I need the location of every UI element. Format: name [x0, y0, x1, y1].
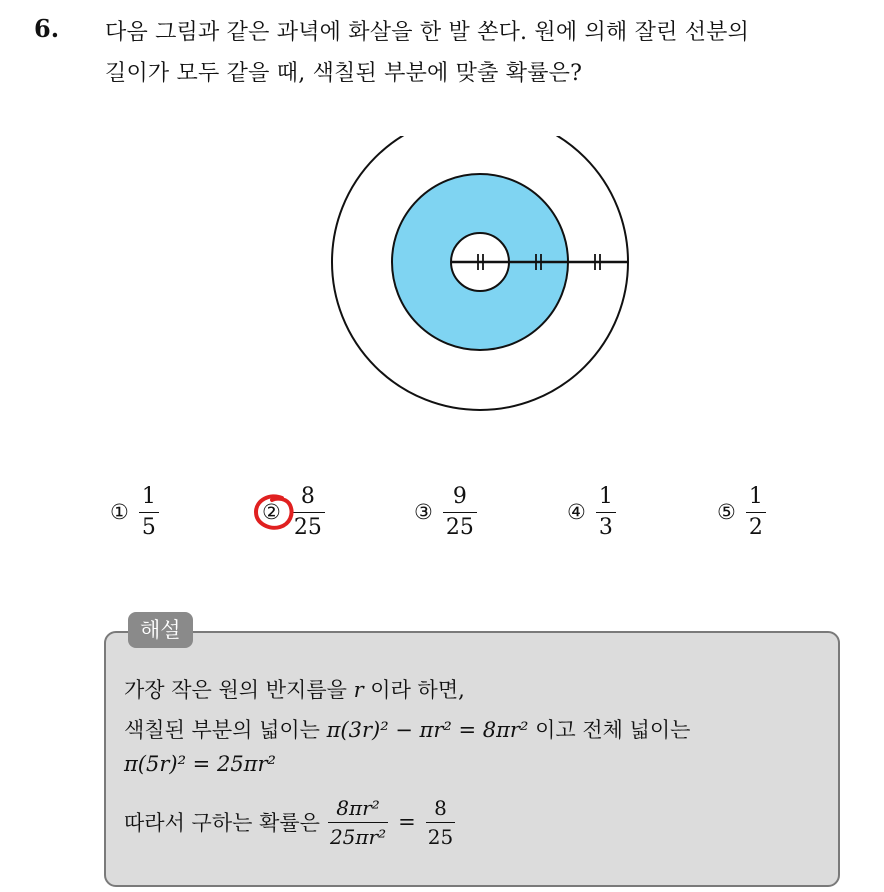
solution-line-4	[124, 790, 455, 854]
numerator: 8πr²	[336, 795, 380, 820]
choice-fraction	[746, 483, 766, 540]
solution-line-3	[124, 752, 276, 776]
denominator: 25πr²	[328, 822, 388, 847]
solution-text: 이라 하면,	[363, 678, 465, 702]
numerator: 1	[598, 483, 613, 509]
choice-marker: ③	[414, 500, 433, 524]
question-text-line-2: 길이가 모두 같을 때, 색칠된 부분에 맞출 확률은?	[105, 61, 583, 86]
solution-text: 따라서 구하는 확률은	[124, 811, 320, 835]
solution-label: 해설	[128, 612, 193, 648]
numerator: 8	[434, 795, 447, 820]
solution-text: 이고 전체 넓이는	[528, 718, 691, 742]
numerator: 9	[452, 483, 467, 509]
variable-r: r	[353, 678, 364, 702]
choice-marker: ②	[262, 500, 281, 524]
choice-marker: ⑤	[717, 500, 736, 524]
denominator: 2	[746, 512, 766, 539]
shaded-area-formula: π(3r)² − πr² = 8πr²	[326, 718, 529, 742]
question-text-line-1: 다음 그림과 같은 과녁에 화살을 한 발 쏜다. 원에 의해 잘린 선분의	[105, 20, 750, 45]
choice-3[interactable]	[414, 480, 477, 544]
result-fraction	[426, 795, 455, 849]
solution-line-1	[124, 674, 465, 704]
solution-text: 가장 작은 원의 반지름을	[124, 678, 354, 702]
denominator: 25	[426, 822, 455, 847]
question-number: 6.	[34, 14, 60, 43]
solution-line-2	[124, 714, 690, 744]
numerator: 1	[141, 483, 156, 509]
choice-fraction	[139, 483, 159, 540]
choice-fraction	[596, 483, 616, 540]
denominator: 3	[596, 512, 616, 539]
probability-fraction	[328, 795, 388, 849]
denominator: 25	[443, 512, 477, 539]
choice-fraction	[443, 483, 477, 540]
solution-text: 색칠된 부분의 넓이는	[124, 718, 327, 742]
choice-1[interactable]	[110, 480, 159, 544]
denominator: 25	[291, 512, 325, 539]
numerator: 1	[748, 483, 763, 509]
target-figure	[325, 136, 635, 428]
choice-marker: ④	[567, 500, 586, 524]
denominator: 5	[139, 512, 159, 539]
numerator: 8	[300, 483, 315, 509]
choice-5[interactable]	[717, 480, 766, 544]
equals-sign: =	[398, 810, 416, 834]
choice-marker: ①	[110, 500, 129, 524]
total-area-formula: π(5r)² = 25πr²	[124, 752, 276, 776]
choice-4[interactable]	[567, 480, 616, 544]
